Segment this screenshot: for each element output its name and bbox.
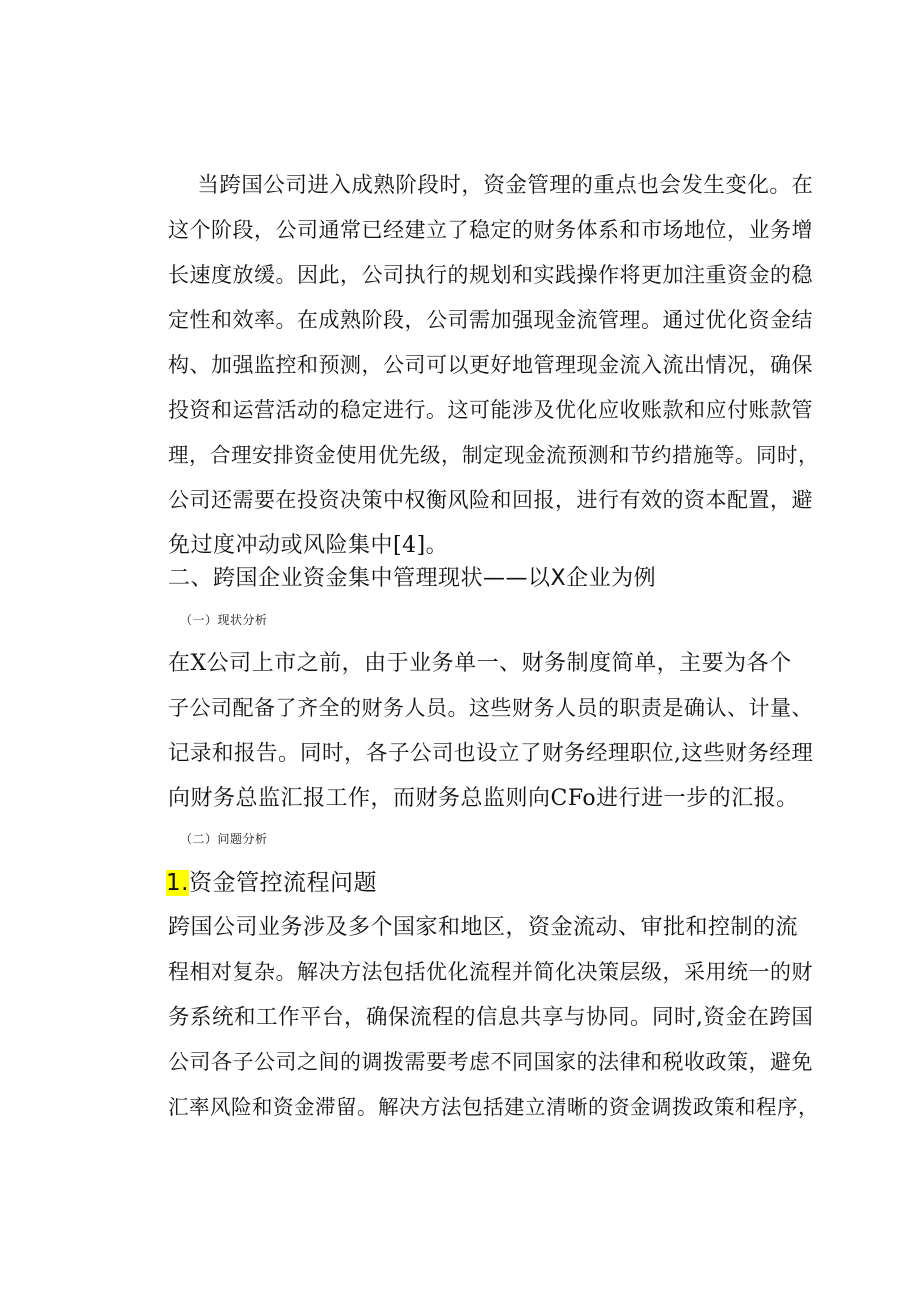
text-line: 程相对复杂。解决方法包括优化流程并简化决策层级，采用统一的财	[168, 960, 813, 984]
text-line: 免过度冲动或风险集中[4]。	[168, 533, 449, 558]
paragraph-maturity-stage	[168, 163, 819, 568]
text-line: 跨国公司业务涉及多个国家和地区，资金流动、审批和控制的流	[168, 915, 799, 940]
text-line: 公司各子公司之间的调拨需要考虑不同国家的法律和税收政策，避免	[168, 1050, 813, 1074]
text-line: 这个阶段，公司通常已经建立了稳定的财务体系和市场地位，业务增	[168, 218, 813, 242]
text-line: 在X公司上市之前，由于业务单一、财务制度简单，主要为各个	[168, 651, 792, 676]
text-line: 当跨国公司进入成熟阶段时，资金管理的重点也会发生变化。在	[168, 173, 814, 198]
paragraph-process-problems	[168, 905, 819, 1130]
text-line: 投资和运营活动的稳定进行。这可能涉及优化应收账款和应付账款管	[168, 398, 813, 422]
text-line: 公司还需要在投资决策中权衡风险和回报，进行有效的资本配置，避	[168, 488, 813, 512]
subheading-problems	[180, 817, 824, 862]
item-heading	[166, 861, 810, 906]
text-line: 长速度放缓。因此，公司执行的规划和实践操作将更加注重资金的稳	[168, 263, 813, 287]
item-heading-line	[166, 861, 810, 906]
section-title: 二、跨国企业资金集中管理现状——以X企业为例	[168, 566, 657, 591]
text-line: 理，合理安排资金使用优先级，制定现金流预测和节约措施等。同时，	[168, 443, 819, 467]
item-number: 1.	[166, 870, 189, 896]
paragraph-status-analysis	[168, 641, 812, 821]
text-line: 子公司配备了齐全的财务人员。这些财务人员的职责是确认、计量、	[168, 696, 813, 720]
text-line: 定性和效率。在成熟阶段，公司需加强现金流管理。通过优化资金结	[168, 308, 813, 332]
section-heading	[168, 556, 812, 601]
subheading-title: （一）现状分析	[180, 613, 268, 627]
item-title: 资金管控流程问题	[188, 870, 377, 896]
subheading-title: （二）问题分析	[180, 832, 268, 846]
subheading-status	[180, 598, 824, 643]
text-line: 向财务总监汇报工作，而财务总监则向CFo进行进一步的汇报。	[168, 786, 799, 811]
text-line: 务系统和工作平台，确保流程的信息共享与协同。同时,资金在跨国	[168, 1005, 814, 1030]
text-line: 记录和报告。同时，各子公司也设立了财务经理职位,这些财务经理	[168, 741, 814, 766]
text-line: 汇率风险和资金滞留。解决方法包括建立清晰的资金调拨政策和程序，	[168, 1095, 819, 1119]
text-line: 构、加强监控和预测，公司可以更好地管理现金流入流出情况，确保	[168, 353, 813, 377]
